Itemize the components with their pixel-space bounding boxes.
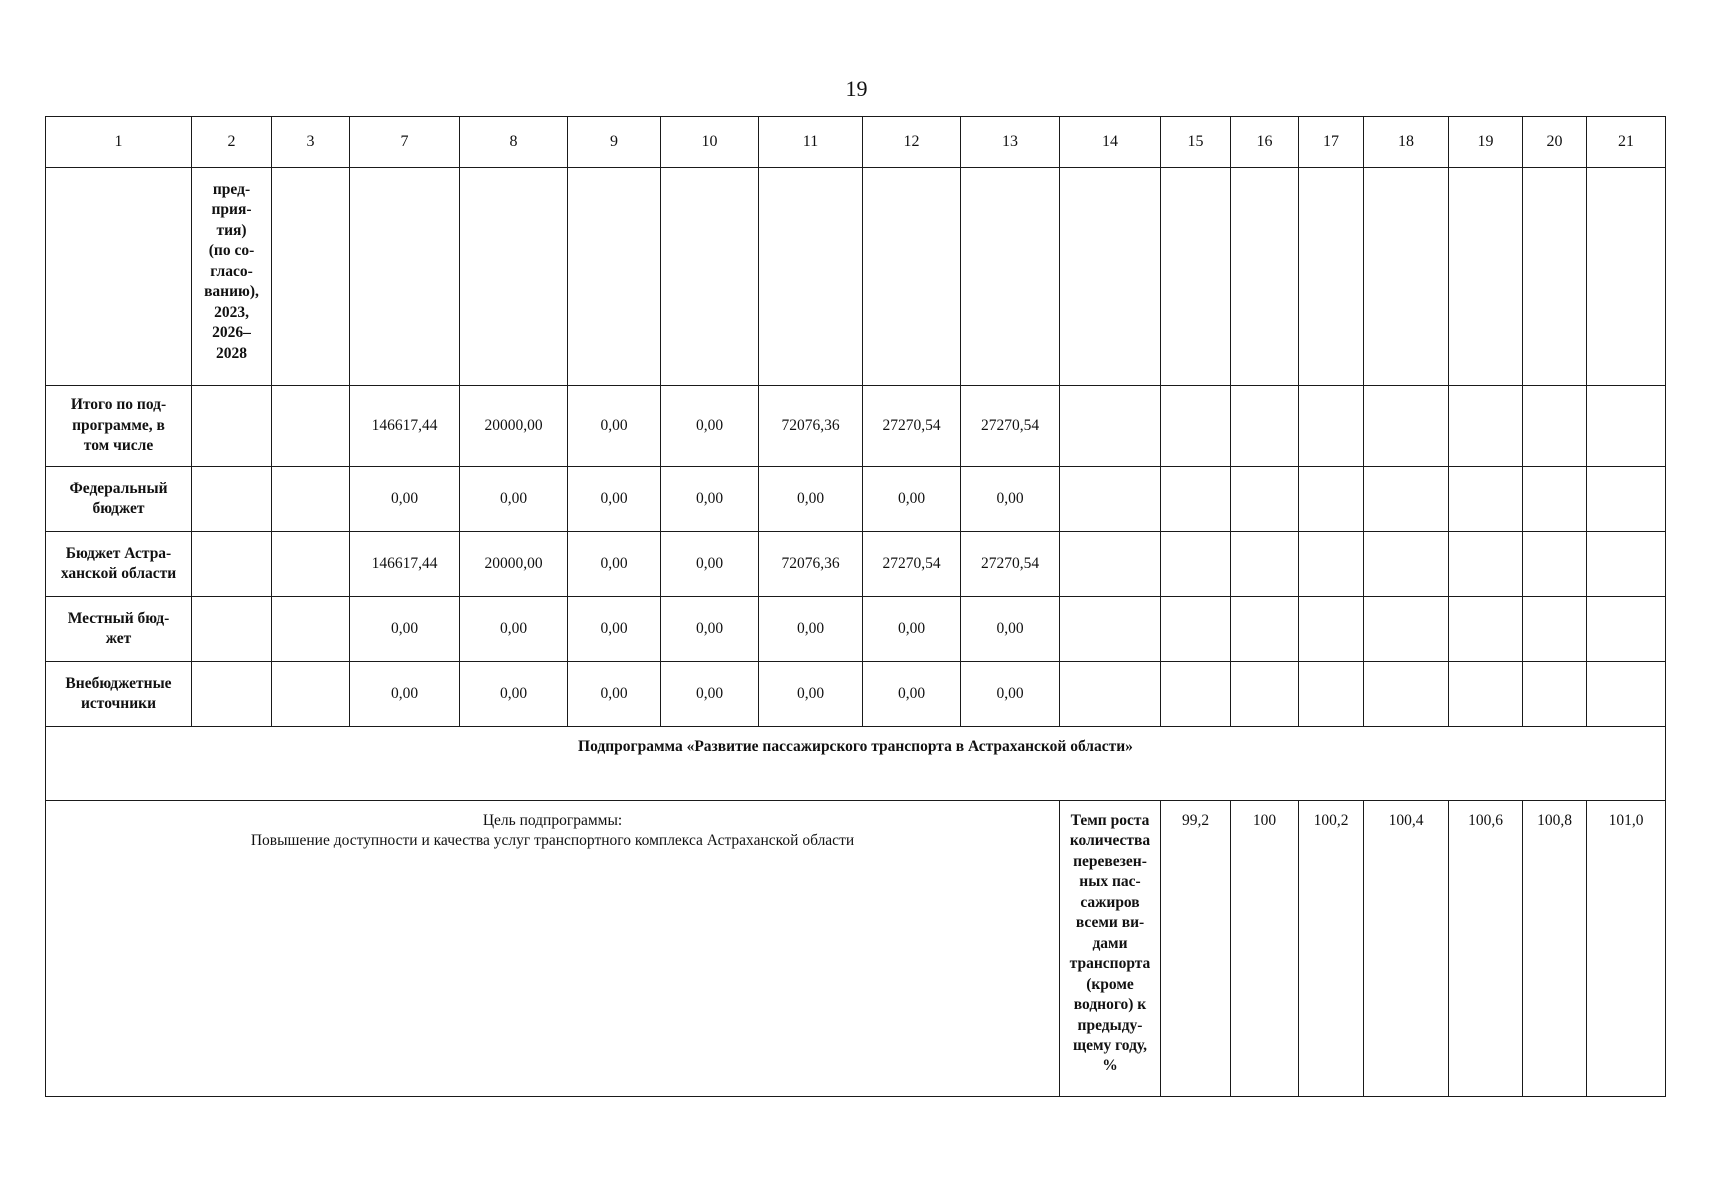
indicator-value: 100,8 [1523, 801, 1587, 1097]
budget-table [45, 116, 1666, 1097]
empty-cell [1060, 168, 1161, 386]
row-label: Местный бюд- жет [46, 597, 192, 662]
header-cell: 17 [1299, 117, 1364, 168]
goal-description [46, 801, 1060, 1097]
empty-cell [1299, 597, 1364, 662]
value-cell: 0,00 [661, 532, 759, 597]
value-cell: 0,00 [460, 597, 568, 662]
empty-cell [350, 168, 460, 386]
empty-cell [1364, 168, 1449, 386]
empty-cell [1161, 532, 1231, 597]
goal-text: Повышение доступности и качества услуг транспортного комплекса Астраханской области [250, 832, 855, 850]
indicator-value: 100,4 [1364, 801, 1449, 1097]
empty-cell [1364, 662, 1449, 727]
empty-cell [1299, 662, 1364, 727]
empty-cell [192, 467, 272, 532]
empty-cell [1231, 662, 1299, 727]
empty-cell [1299, 467, 1364, 532]
empty-cell [1587, 532, 1666, 597]
empty-cell [1523, 168, 1587, 386]
empty-cell [1161, 467, 1231, 532]
value-cell: 27270,54 [863, 386, 961, 467]
row-label: Бюджет Астра- ханской области [46, 532, 192, 597]
empty-cell [1587, 597, 1666, 662]
value-cell: 0,00 [568, 386, 661, 467]
empty-cell [1523, 532, 1587, 597]
empty-cell [1523, 597, 1587, 662]
header-cell: 15 [1161, 117, 1231, 168]
empty-cell [661, 168, 759, 386]
empty-cell [1161, 386, 1231, 467]
empty-cell [1060, 597, 1161, 662]
empty-cell [192, 597, 272, 662]
empty-cell [1449, 386, 1523, 467]
empty-cell [1060, 386, 1161, 467]
value-cell: 0,00 [661, 386, 759, 467]
indicator-value: 100,6 [1449, 801, 1523, 1097]
empty-cell [1449, 532, 1523, 597]
empty-cell [460, 168, 568, 386]
header-cell: 19 [1449, 117, 1523, 168]
empty-cell [1299, 532, 1364, 597]
table-row [46, 386, 1666, 467]
empty-cell [272, 662, 350, 727]
goal-label: Цель подпрограммы: [482, 812, 623, 829]
table-row [46, 597, 1666, 662]
value-cell: 27270,54 [863, 532, 961, 597]
value-cell: 72076,36 [759, 532, 863, 597]
value-cell: 20000,00 [460, 386, 568, 467]
empty-cell [759, 168, 863, 386]
empty-cell [192, 386, 272, 467]
empty-cell [1449, 662, 1523, 727]
empty-cell [272, 467, 350, 532]
empty-cell [1587, 467, 1666, 532]
value-cell: 20000,00 [460, 532, 568, 597]
page-number: 19 [845, 76, 868, 101]
continuation-text: пред- прия- тия) (по со- гласо- ванию), 2023, 2026– 2028 [192, 168, 272, 386]
value-cell: 0,00 [460, 467, 568, 532]
value-cell: 0,00 [568, 532, 661, 597]
empty-cell [1161, 597, 1231, 662]
empty-cell [272, 386, 350, 467]
value-cell: 0,00 [568, 467, 661, 532]
table-row [46, 662, 1666, 727]
value-cell: 0,00 [759, 597, 863, 662]
header-cell: 12 [863, 117, 961, 168]
header-row [46, 117, 1666, 168]
value-cell: 72076,36 [759, 386, 863, 467]
empty-cell [1364, 532, 1449, 597]
subprogram-row [46, 727, 1666, 801]
empty-cell [1449, 168, 1523, 386]
empty-cell [272, 532, 350, 597]
empty-cell [1523, 467, 1587, 532]
empty-cell [1523, 386, 1587, 467]
empty-cell [961, 168, 1060, 386]
continuation-row [46, 168, 1666, 386]
value-cell: 0,00 [863, 467, 961, 532]
indicator-value: 100,2 [1299, 801, 1364, 1097]
value-cell: 0,00 [961, 597, 1060, 662]
empty-cell [1364, 386, 1449, 467]
value-cell: 0,00 [961, 662, 1060, 727]
empty-cell [1587, 386, 1666, 467]
indicator-value: 99,2 [1161, 801, 1231, 1097]
empty-cell [1231, 597, 1299, 662]
header-cell: 9 [568, 117, 661, 168]
value-cell: 0,00 [863, 662, 961, 727]
empty-cell [1587, 662, 1666, 727]
empty-cell [863, 168, 961, 386]
row-label: Итого по под- программе, в том числе [46, 386, 192, 467]
header-cell: 13 [961, 117, 1060, 168]
empty-cell [272, 168, 350, 386]
row-label: Федеральный бюджет [46, 467, 192, 532]
empty-cell [1231, 467, 1299, 532]
value-cell: 27270,54 [961, 386, 1060, 467]
empty-cell [1231, 386, 1299, 467]
value-cell: 0,00 [350, 597, 460, 662]
empty-cell [46, 168, 192, 386]
empty-cell [1449, 467, 1523, 532]
header-cell: 1 [46, 117, 192, 168]
empty-cell [1587, 168, 1666, 386]
value-cell: 27270,54 [961, 532, 1060, 597]
empty-cell [1161, 662, 1231, 727]
empty-cell [1299, 386, 1364, 467]
header-cell: 2 [192, 117, 272, 168]
header-cell: 14 [1060, 117, 1161, 168]
indicator-value: 100 [1231, 801, 1299, 1097]
value-cell: 0,00 [350, 467, 460, 532]
value-cell: 0,00 [460, 662, 568, 727]
value-cell: 0,00 [661, 467, 759, 532]
header-cell: 10 [661, 117, 759, 168]
value-cell: 0,00 [568, 662, 661, 727]
value-cell: 0,00 [759, 467, 863, 532]
row-label: Внебюджетные источники [46, 662, 192, 727]
value-cell: 0,00 [759, 662, 863, 727]
empty-cell [272, 597, 350, 662]
header-cell: 18 [1364, 117, 1449, 168]
indicator-value: 101,0 [1587, 801, 1666, 1097]
header-cell: 16 [1231, 117, 1299, 168]
value-cell: 0,00 [568, 597, 661, 662]
empty-cell [1364, 467, 1449, 532]
indicator-name: Темп роста количества перевезен- ных пас- сажиров всеми ви- дами транспорта (кроме водного) к предыду- щему году, % [1060, 801, 1161, 1097]
header-cell: 8 [460, 117, 568, 168]
table-row [46, 532, 1666, 597]
empty-cell [1231, 532, 1299, 597]
value-cell: 146617,44 [350, 386, 460, 467]
value-cell: 0,00 [961, 467, 1060, 532]
value-cell: 0,00 [863, 597, 961, 662]
header-cell: 7 [350, 117, 460, 168]
value-cell: 0,00 [661, 662, 759, 727]
value-cell: 0,00 [350, 662, 460, 727]
header-cell: 20 [1523, 117, 1587, 168]
empty-cell [1231, 168, 1299, 386]
goal-row [46, 801, 1666, 1097]
header-cell: 21 [1587, 117, 1666, 168]
empty-cell [1449, 597, 1523, 662]
value-cell: 0,00 [661, 597, 759, 662]
subprogram-title: Подпрограмма «Развитие пассажирского транспорта в Астраханской области» [46, 727, 1666, 801]
empty-cell [192, 662, 272, 727]
empty-cell [1299, 168, 1364, 386]
empty-cell [192, 532, 272, 597]
empty-cell [1364, 597, 1449, 662]
table-row [46, 467, 1666, 532]
empty-cell [1060, 532, 1161, 597]
empty-cell [1161, 168, 1231, 386]
header-cell: 3 [272, 117, 350, 168]
header-cell: 11 [759, 117, 863, 168]
empty-cell [1523, 662, 1587, 727]
value-cell: 146617,44 [350, 532, 460, 597]
empty-cell [568, 168, 661, 386]
empty-cell [1060, 467, 1161, 532]
empty-cell [1060, 662, 1161, 727]
